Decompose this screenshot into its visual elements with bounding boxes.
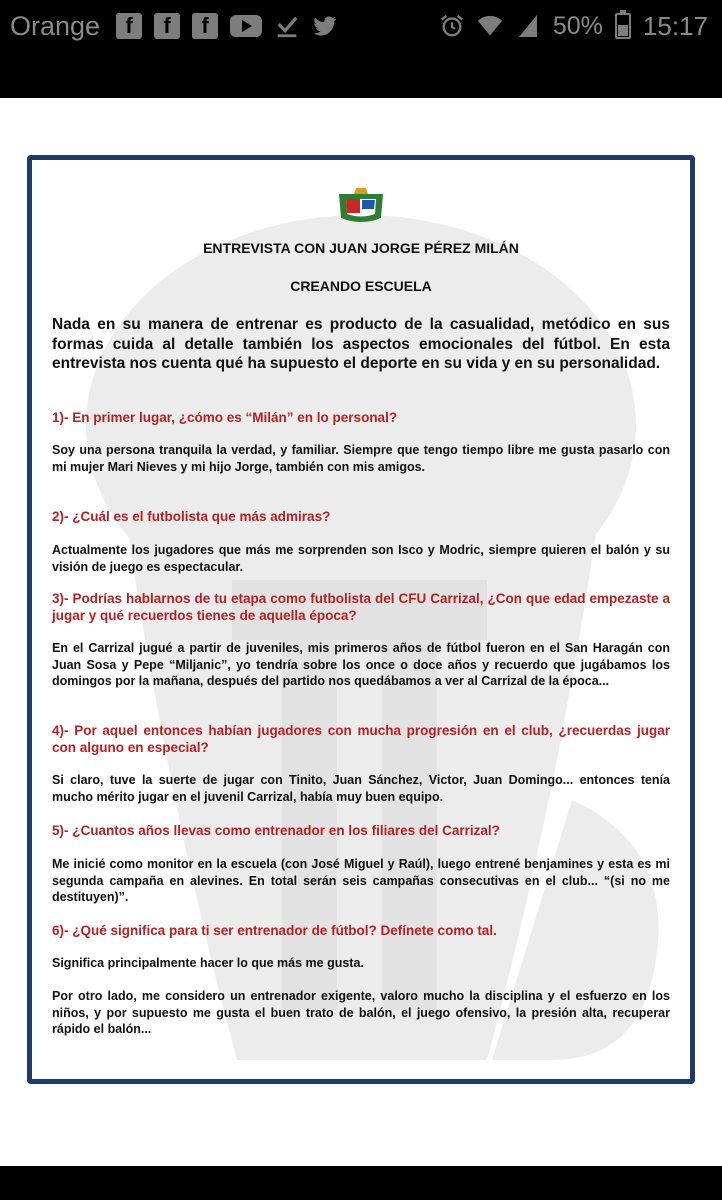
- question-5: 5)- ¿Cuantos años llevas como entrenador en los filiares del Carrizal?: [52, 823, 500, 838]
- answer-1: Soy una persona tranquila la verdad, y familiar. Siempre que tengo tiempo libre me gusta pasarlo con mi mujer Mari Nieves y mi hijo Jorge, también con mis amigos.: [52, 443, 670, 474]
- answer-6a: Significa principalmente hacer lo que más me gusta.: [52, 956, 364, 970]
- answer-3: En el Carrizal jugué a partir de juveniles, mis primeros años de fútbol fueron en el San Haragán con Juan Sosa y Pepe “Miljanic”, yo tendría sobre los once o doce años y recuerdo que jugábamos los domingos por la mañana, después del partido nos quedábamos a ver al Carrizal de la época...: [52, 641, 670, 688]
- question-2: 2)- ¿Cuál es el futbolista que más admiras?: [52, 509, 331, 524]
- question-6: 6)- ¿Qué significa para ti ser entrenador de fútbol? Defínete como tal.: [52, 923, 497, 938]
- alarm-icon: [439, 13, 465, 39]
- document-title: ENTREVISTA CON JUAN JORGE PÉREZ MILÁN: [203, 240, 519, 256]
- clock: 15:17: [642, 10, 708, 41]
- navigation-bar: [0, 1166, 722, 1200]
- download-icon: [274, 13, 300, 39]
- answer-4: Si claro, tuve la suerte de jugar con Tinito, Juan Sánchez, Victor, Juan Domingo... entonces tenía mucho mérito jugar en el juvenil Carrizal, había muy buen equipo.: [52, 773, 670, 804]
- question-3: 3)- Podrías hablarnos de tu etapa como futbolista del CFU Carrizal, ¿Con que edad empezaste a jugar y qué recuerdos tienes de aquella época?: [52, 591, 670, 623]
- answer-5: Me inicié como monitor en la escuela (con José Miguel y Raúl), luego entrené benjamines y esta es mi segunda campaña en alevines. En total serán seis campañas consecutivas en el club... “(si no me destituyen)”.: [52, 857, 670, 904]
- status-bar-left: [10, 8, 338, 44]
- interview-document: [27, 155, 695, 1084]
- facebook-icon: f: [116, 13, 142, 39]
- intro-paragraph: Nada en su manera de entrenar es producto de la casualidad, metódico en sus formas cuida al detalle también los aspectos emocionales del fútbol. En esta entrevista nos cuenta qué ha supuesto el deporte en su vida y en su personalidad.: [52, 316, 670, 372]
- twitter-icon: [312, 13, 338, 39]
- facebook-icon: f: [192, 13, 218, 39]
- battery-icon: [615, 13, 631, 39]
- status-bar-right: [439, 8, 708, 44]
- document-subtitle: CREANDO ESCUELA: [290, 278, 432, 294]
- status-bar: [0, 0, 722, 98]
- carrier-label: Orange: [10, 10, 101, 41]
- wifi-icon: [477, 13, 503, 39]
- signal-icon: [515, 13, 541, 39]
- question-4: 4)- Por aquel entonces habían jugadores con mucha progresión en el club, ¿recuerdas jugar con alguno en especial?: [52, 723, 670, 755]
- battery-percent: 50%: [552, 11, 603, 40]
- youtube-icon: [230, 15, 262, 37]
- answer-2: Actualmente los jugadores que más me sorprenden son Isco y Modric, siempre quieren el balón y su visión de juego es espectacular.: [52, 543, 670, 574]
- facebook-icon: f: [154, 13, 180, 39]
- club-crest-icon: [336, 188, 386, 226]
- question-1: 1)- En primer lugar, ¿cómo es “Milán” en lo personal?: [52, 410, 398, 425]
- answer-6b: Por otro lado, me considero un entrenador exigente, valoro mucho la disciplina y el esfuerzo en los niños, y por supuesto me gusta el buen trato de balón, el juego ofensivo, la presión alta, recuperar rápido el balón...: [52, 989, 670, 1036]
